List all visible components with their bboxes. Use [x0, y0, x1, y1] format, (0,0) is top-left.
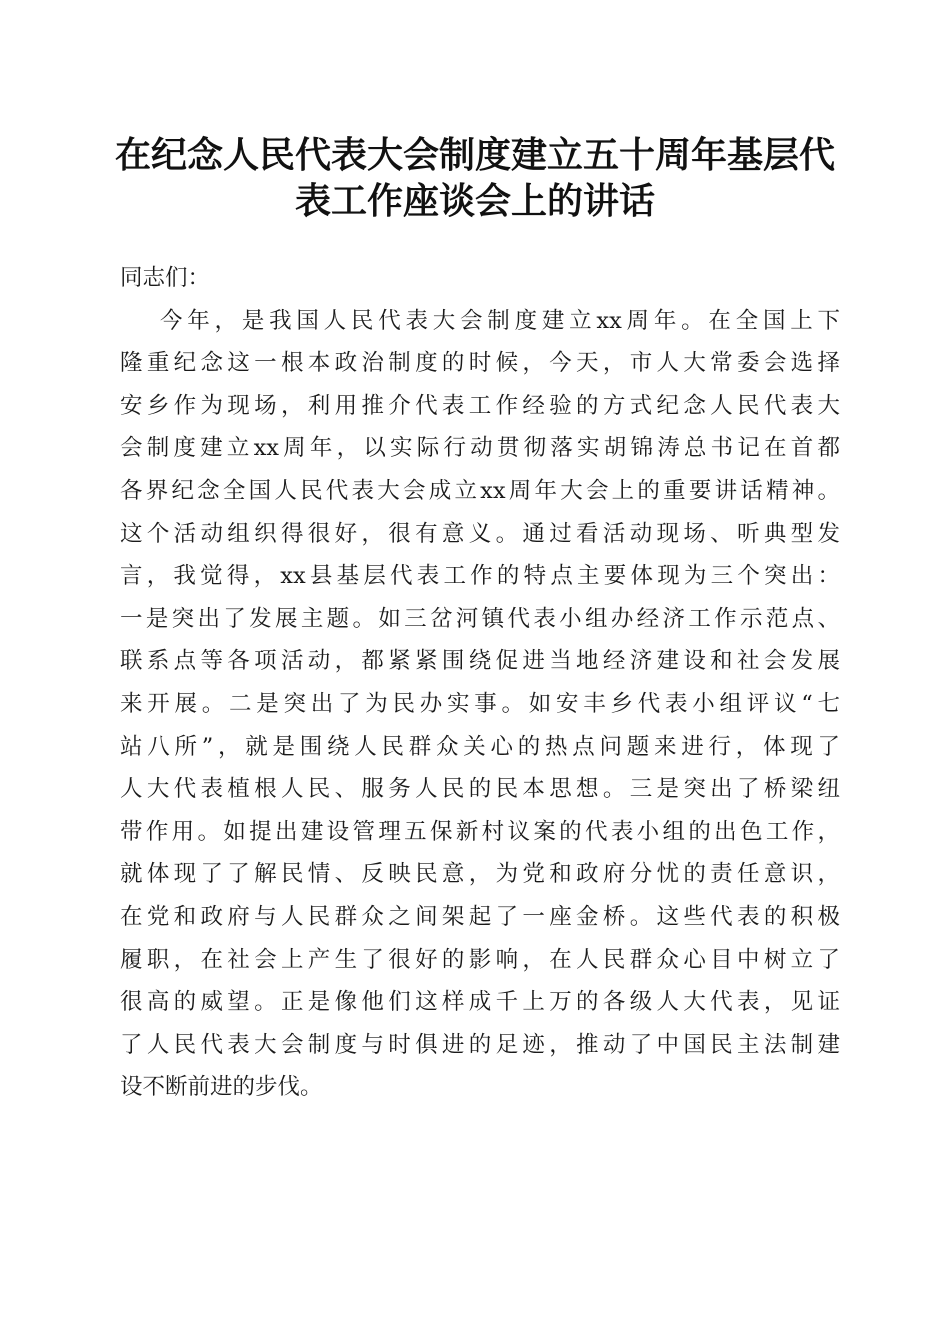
- title-line: 表工作座谈会上的讲话: [294, 180, 655, 222]
- paragraph-line: 很高的威望。正是像他们这样成千上万的各级人大代表，见证: [120, 989, 840, 1016]
- paragraph-line: 带作用。如提出建设管理五保新村议案的代表小组的出色工作，: [120, 818, 840, 845]
- paragraph-line: 来开展。二是突出了为民办实事。如安丰乡代表小组评议“七: [120, 690, 840, 717]
- paragraph-line: 联系点等各项活动，都紧紧围绕促进当地经济建设和社会发展: [120, 648, 840, 675]
- paragraph-line: 站八所”，就是围绕人民群众关心的热点问题来进行，体现了: [120, 733, 840, 760]
- paragraph-line: 设不断前进的步伐。: [120, 1074, 323, 1101]
- document-title: [110, 132, 840, 224]
- paragraph-line: 了人民代表大会制度与时俱进的足迹，推动了中国民主法制建: [120, 1031, 840, 1058]
- paragraph-line: 会制度建立xx周年，以实际行动贯彻落实胡锦涛总书记在首都: [120, 435, 840, 462]
- paragraph-line: 这个活动组织得很好，很有意义。通过看活动现场、听典型发: [120, 520, 840, 547]
- paragraph-line: 今年，是我国人民代表大会制度建立xx周年。在全国上下: [160, 307, 840, 334]
- paragraph-line: 言，我觉得，xx县基层代表工作的特点主要体现为三个突出：: [120, 563, 840, 590]
- paragraph-line: 一是突出了发展主题。如三岔河镇代表小组办经济工作示范点、: [120, 605, 840, 632]
- paragraph-line: 就体现了了解民情、反映民意，为党和政府分忧的责任意识，: [120, 861, 840, 888]
- paragraph-line: 人大代表植根人民、服务人民的民本思想。三是突出了桥梁纽: [120, 776, 840, 803]
- document-body: [120, 257, 840, 1109]
- paragraph-line: 安乡作为现场，利用推介代表工作经验的方式纪念人民代表大: [120, 392, 840, 419]
- paragraph-line: 在党和政府与人民群众之间架起了一座金桥。这些代表的积极: [120, 903, 840, 930]
- paragraph-line: 履职，在社会上产生了很好的影响，在人民群众心目中树立了: [120, 946, 840, 973]
- paragraph-line: 各界纪念全国人民代表大会成立xx周年大会上的重要讲话精神。: [120, 477, 840, 504]
- salutation: 同志们：: [120, 265, 211, 291]
- paragraph-line: 隆重纪念这一根本政治制度的时候，今天，市人大常委会选择: [120, 350, 840, 377]
- title-line: 在纪念人民代表大会制度建立五十周年基层代: [114, 134, 835, 176]
